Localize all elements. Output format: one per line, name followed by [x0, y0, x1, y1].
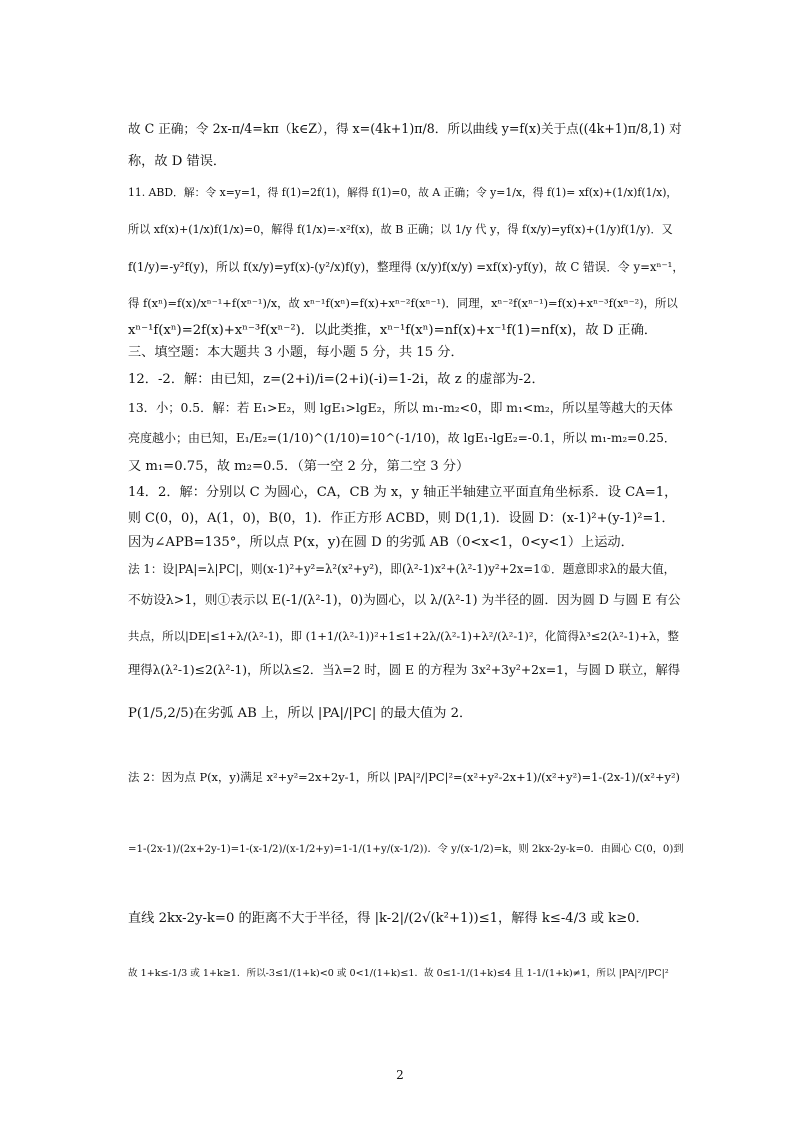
line-text: 又 m₁=0.75，故 m₂=0.5．（第一空 2 分，第二空 3 分） — [128, 459, 470, 474]
line-text: 13．小；0.5．解：若 E₁>E₂，则 lgE₁>lgE₂，所以 m₁-m₂<0，即 m₁<m₂，所以星等越大的天体 — [128, 401, 673, 415]
text-line — [128, 321, 684, 341]
line-text: 则 C(0，0)，A(1，0)，B(0，1)．作正方形 ACBD，则 D(1,1)．设圆 D：(x-1)²+(y-1)²=1． — [128, 511, 675, 526]
text-line — [128, 211, 684, 248]
line-text: 因为∠APB=135°，所以点 P(x，y)在圆 D 的劣弧 AB（0<x<1，0<y<1）上运动． — [128, 535, 634, 550]
text-line — [128, 395, 684, 421]
text-line — [128, 685, 684, 743]
text-line — [128, 507, 684, 531]
text-line — [128, 889, 684, 949]
line-text: 共点，所以|DE|≤1+λ/(λ²-1)，即 (1+1/(λ²-1))²+1≤1+2λ/(λ²-1)+λ²/(λ²-1)²，化简得λ³≤2(λ²-1)+λ，整 — [128, 629, 679, 643]
line-text: 三、填空题：本大题共 3 小题，每小题 5 分，共 15 分． — [128, 345, 464, 360]
line-text: 得 f(xⁿ)=f(x)/xⁿ⁻¹+f(xⁿ⁻¹)/x，故 xⁿ⁻¹f(xⁿ)=f(x)+xⁿ⁻²f(xⁿ⁻¹)．同理，xⁿ⁻²f(xⁿ⁻¹)=f(x)+xⁿ⁻³f(xⁿ⁻²)，所以 — [128, 296, 678, 310]
page-number: 2 — [396, 1068, 404, 1082]
line-text: 故 C 正确；令 2x-π/4=kπ（k∈Z），得 x=(4k+1)π/8．所以曲线 y=f(x)关于点((4k+1)π/8,1) 对 — [128, 120, 682, 136]
text-line — [128, 421, 684, 455]
text-line — [128, 248, 684, 285]
text-line — [128, 455, 684, 479]
line-text: =1-(2x-1)/(2x+2y-1)=1-(x-1/2)/(x-1/2+y)=1-1/(1+y/(x-1/2))．令 y/(x-1/2)=k，则 2kx-2y-k=0．由圆心 C(0，0)到 — [128, 844, 684, 855]
text-line — [128, 174, 684, 211]
line-text: 理得λ(λ²-1)≤2(λ²-1)，所以λ≤2．当λ=2 时，圆 E 的方程为 3x²+3y²+2x=1，与圆 D 联立，解得 — [128, 663, 681, 677]
text-line — [128, 365, 684, 395]
line-text: 称，故 D 错误． — [128, 153, 227, 169]
text-line — [128, 617, 684, 655]
text-line — [128, 479, 684, 507]
line-text: 亮度越小；由已知，E₁/E₂=(1/10)^(1/10)=10^(-1/10)，故 lgE₁-lgE₂=-0.1，所以 m₁-m₂=0.25． — [128, 431, 676, 445]
solution-text — [128, 108, 684, 999]
text-line — [128, 555, 684, 583]
text-line — [128, 743, 684, 811]
line-text: P(1/5,2/5)在劣弧 AB 上，所以 |PA|/|PC| 的最大值为 2． — [128, 706, 473, 721]
line-text: 14．2．解：分别以 C 为圆心，CA，CB 为 x，y 轴正半轴建立平面直角坐标系．设 CA=1， — [128, 485, 678, 500]
line-text: 故 1+k≤-1/3 或 1+k≥1．所以-3≤1/(1+k)<0 或 0<1/(1+k)≤1．故 0≤1-1/(1+k)≤4 且 1-1/(1+k)≠1，所以 |PA|²/|PC|² — [128, 968, 669, 979]
text-line — [128, 949, 684, 999]
text-line — [128, 531, 684, 555]
line-text: 不妨设λ>1，则①表示以 E(-1/(λ²-1)，0)为圆心，以 λ/(λ²-1) 为半径的圆．因为圆 D 与圆 E 有公 — [128, 592, 681, 607]
line-text: 12．-2．解：由已知，z=(2+i)/i=(2+i)(-i)=1-2i，故 z 的虚部为-2． — [128, 372, 545, 387]
line-text: 法 1：设|PA|=λ|PC|，则(x-1)²+y²=λ²(x²+y²)，即(λ²-1)x²+(λ²-1)y²+2x=1①．题意即求λ的最大值， — [128, 562, 676, 576]
text-line — [128, 108, 684, 149]
text-line — [128, 811, 684, 889]
line-text: f(1/y)=-y²f(y)，所以 f(x/y)=yf(x)-(y²/x)f(y)，整理得 (x/y)f(x/y) =xf(x)-yf(y)，故 C 错误．令 y=xⁿ⁻¹， — [128, 259, 684, 274]
line-text: 直线 2kx-2y-k=0 的距离不大于半径，得 |k-2|/(2√(k²+1))≤1，解得 k≤-4/3 或 k≥0． — [128, 911, 649, 926]
text-line — [128, 655, 684, 685]
line-text: xⁿ⁻¹f(xⁿ)=2f(x)+xⁿ⁻³f(xⁿ⁻²)．以此类推，xⁿ⁻¹f(xⁿ)=nf(x)+x⁻¹f(1)=nf(x)，故 D 正确． — [128, 323, 658, 338]
text-line — [128, 583, 684, 617]
line-text: 法 2：因为点 P(x，y)满足 x²+y²=2x+2y-1，所以 |PA|²/|PC|²=(x²+y²-2x+1)/(x²+y²)=1-(2x-1)/(x²+y²) — [128, 770, 680, 784]
text-line — [128, 149, 684, 174]
line-text: 所以 xf(x)+(1/x)f(1/x)=0，解得 f(1/x)=-x²f(x)，故 B 正确；以 1/y 代 y，得 f(x/y)=yf(x)+(1/y)f(1/y)．又 — [128, 222, 673, 236]
line-text: 11. ABD．解：令 x=y=1，得 f(1)=2f(1)，解得 f(1)=0，故 A 正确；令 y=1/x，得 f(1)= xf(x)+(1/x)f(1/x)， — [128, 185, 678, 199]
section-heading — [128, 341, 684, 365]
text-line — [128, 285, 684, 321]
